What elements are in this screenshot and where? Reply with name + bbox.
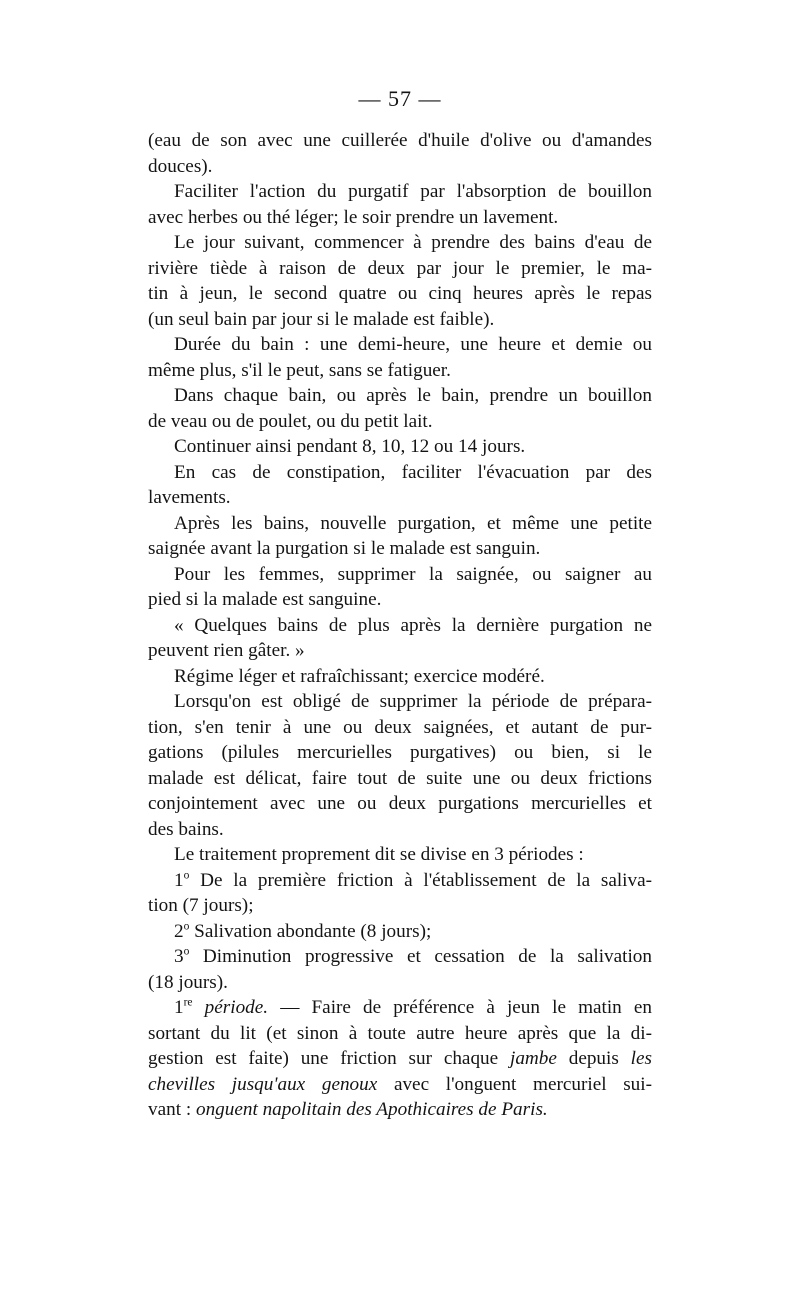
text-line: lavements. xyxy=(148,487,231,508)
text-line xyxy=(148,1072,652,1098)
line-text: depuis xyxy=(556,1048,631,1069)
italic-term: chevilles jusqu'aux genoux xyxy=(148,1073,378,1095)
text-line xyxy=(148,944,652,970)
text-line: tion (7 jours); xyxy=(148,895,254,916)
text-line: malade est délicat, faire tout de suite une ou deux frictions xyxy=(148,767,652,789)
italic-term: jambe xyxy=(509,1048,557,1069)
text-line: Régime léger et rafraîchissant; exercice modéré. xyxy=(174,665,545,687)
line-text: vant : xyxy=(148,1099,196,1120)
text-line: (eau de son avec une cuillerée d'huile d'olive ou d'amandes xyxy=(148,130,652,151)
ordinal-number: 3 xyxy=(174,946,184,967)
ordinal-suffix: o xyxy=(183,945,190,958)
line-text: avec l'onguent mercuriel sui- xyxy=(377,1073,652,1095)
text-line: de veau ou de poulet, ou du petit lait. xyxy=(148,410,433,432)
ordinal-suffix: re xyxy=(183,996,193,1009)
text-line: (18 jours). xyxy=(148,971,228,993)
text-line xyxy=(148,995,652,1021)
text-line xyxy=(148,919,652,945)
text-line: Durée du bain : une demi-heure, une heure et demie ou xyxy=(174,334,652,355)
text-line: sortant du lit (et sinon à toute autre heure après que la di- xyxy=(148,1022,652,1044)
text-line: Lorsqu'on est obligé de supprimer la période de prépara- xyxy=(174,691,652,712)
page-body xyxy=(148,128,652,1123)
text-line: pied si la malade est sanguine. xyxy=(148,589,382,610)
text-line: saignée avant la purgation si le malade est sanguin. xyxy=(148,538,541,559)
text-line: Dans chaque bain, ou après le bain, prendre un bouillon xyxy=(174,385,652,406)
italic-term: les xyxy=(630,1048,652,1069)
text-line: Le traitement proprement dit se divise en 3 périodes : xyxy=(174,844,584,865)
text-line: conjointement avec une ou deux purgations mercurielles et xyxy=(148,793,652,814)
line-text: Salivation abondante (8 jours); xyxy=(189,920,432,942)
text-line: Continuer ainsi pendant 8, 10, 12 ou 14 jours. xyxy=(174,436,526,457)
text-line: même plus, s'il le peut, sans se fatiguer. xyxy=(148,359,451,381)
text-line xyxy=(148,1097,652,1123)
text-line: En cas de constipation, faciliter l'évacuation par des xyxy=(174,461,652,483)
text-line: Pour les femmes, supprimer la saignée, ou saigner au xyxy=(174,563,652,585)
ordinal-number: 1 xyxy=(174,997,184,1018)
italic-term: période. xyxy=(204,997,269,1018)
text-line: Le jour suivant, commencer à prendre des bains d'eau de xyxy=(174,232,652,253)
text-line: gations (pilules mercurielles purgatives) ou bien, si le xyxy=(148,742,652,763)
line-text: Diminution progressive et cessation de la salivation xyxy=(189,946,652,967)
text-line: douces). xyxy=(148,155,213,177)
text-line: rivière tiède à raison de deux par jour le premier, le ma- xyxy=(148,257,652,279)
line-text: — Faire de préférence à jeun le matin en xyxy=(268,997,652,1018)
text-line: Après les bains, nouvelle purgation, et même une petite xyxy=(174,512,652,534)
text-line: avec herbes ou thé léger; le soir prendre un lavement. xyxy=(148,206,559,228)
text-line: tin à jeun, le second quatre ou cinq heures après le repas xyxy=(148,283,652,304)
text-line: des bains. xyxy=(148,818,224,840)
ordinal-suffix: o xyxy=(183,920,190,933)
text-line xyxy=(148,868,652,894)
text-line xyxy=(148,1046,652,1072)
line-text: gestion est faite) une friction sur chaque xyxy=(148,1048,510,1069)
text-line: tion, s'en tenir à une ou deux saignées, et autant de pur- xyxy=(148,716,652,738)
text-line: peuvent rien gâter. » xyxy=(148,640,305,661)
ordinal-suffix: o xyxy=(183,869,190,882)
text-line: (un seul bain par jour si le malade est faible). xyxy=(148,308,495,330)
ordinal-number: 1 xyxy=(174,869,184,891)
italic-term: onguent napolitain des Apothicaires de Paris. xyxy=(195,1099,548,1120)
page-number: — 57 — xyxy=(358,86,442,111)
text-line: Faciliter l'action du purgatif par l'absorption de bouillon xyxy=(174,181,652,202)
line-text: De la première friction à l'établissement de la saliva- xyxy=(189,869,652,891)
text-line: « Quelques bains de plus après la dernière purgation ne xyxy=(174,614,652,636)
ordinal-number: 2 xyxy=(174,920,184,942)
